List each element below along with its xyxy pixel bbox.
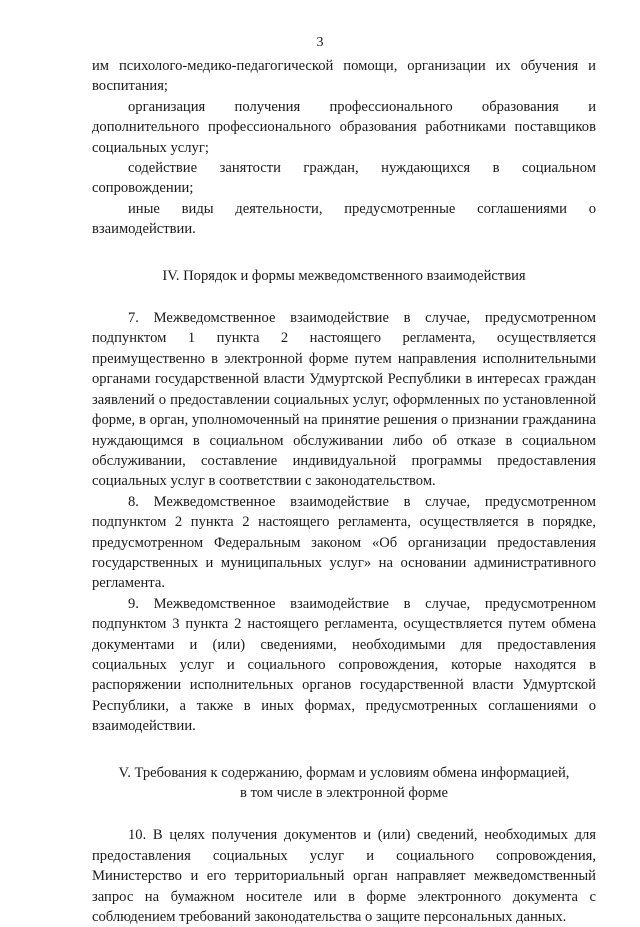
- spacer: [92, 803, 596, 825]
- paragraph-continuation: им психолого-медико-педагогической помощи, организации их обучения и воспитания;: [92, 58, 596, 95]
- spacer: [92, 286, 596, 308]
- paragraph-10: 10. В целях получения документов и (или) сведений, необходимых для предоставления социальных услуг и социального сопровождения, Министерство и его территориальный орган направляет межведомственный запрос на бумажном носителе или в форме электронного документа с соблюдением требований законодательства о защите персональных данных.: [92, 827, 596, 926]
- section-heading-iv: IV. Порядок и формы межведомственного взаимодействия: [162, 267, 526, 284]
- paragraph-list-item: содействие занятости граждан, нуждающихся в социальном сопровождении;: [92, 160, 596, 197]
- paragraph-list-item: иные виды деятельности, предусмотренные соглашениями о взаимодействии.: [92, 200, 596, 238]
- paragraph-list-item: организация получения профессионального образования и дополнительного профессионального образования работниками поставщиков социальных услуг;: [92, 98, 596, 156]
- section-heading-v-line2: в том числе в электронной форме: [240, 785, 448, 801]
- section-heading-v-line1: V. Требования к содержанию, формам и условиям обмена информацией,: [118, 764, 570, 781]
- paragraph-9: 9. Межведомственное взаимодействие в случае, предусмотренном подпунктом 3 пункта 2 настоящего регламента, осуществляется путем обмена документами и (или) сведениями, необходимыми для предоставления социальных услуг и социального сопровождения, которые находятся в распоряжении исполнительных органов государственной власти Удмуртской Республики, а также в иных формах, предусмотренных соглашениями о взаимодействии.: [92, 595, 596, 735]
- section-heading-v: [92, 763, 596, 804]
- document-body: [92, 56, 596, 927]
- paragraph-7: 7. Межведомственное взаимодействие в случае, предусмотренном подпунктом 1 пункта 2 настоящего регламента, осуществляется преимущественно в электронной форме путем направления исполнительными органами государственной власти Удмуртской Республики в интересах граждан заявлений о предоставлении социальных услуг, оформленных по установленной форме, в орган, уполномоченный на принятие решения о признании гражданина нуждающимся в социальном обслуживании либо об отказе в социальном обслуживании, составление индивидуальной программы предоставления социальных услуг в соответствии с законодательством.: [92, 310, 596, 490]
- page-number: 3: [316, 35, 324, 50]
- spacer: [92, 737, 596, 763]
- paragraph-8: 8. Межведомственное взаимодействие в случае, предусмотренном подпунктом 2 пункта 2 настоящего регламента, осуществляется в порядке, предусмотренном Федеральным законом «Об организации предоставления государственных и муниципальных услуг» на основании административного регламента.: [92, 493, 596, 592]
- spacer: [92, 240, 596, 266]
